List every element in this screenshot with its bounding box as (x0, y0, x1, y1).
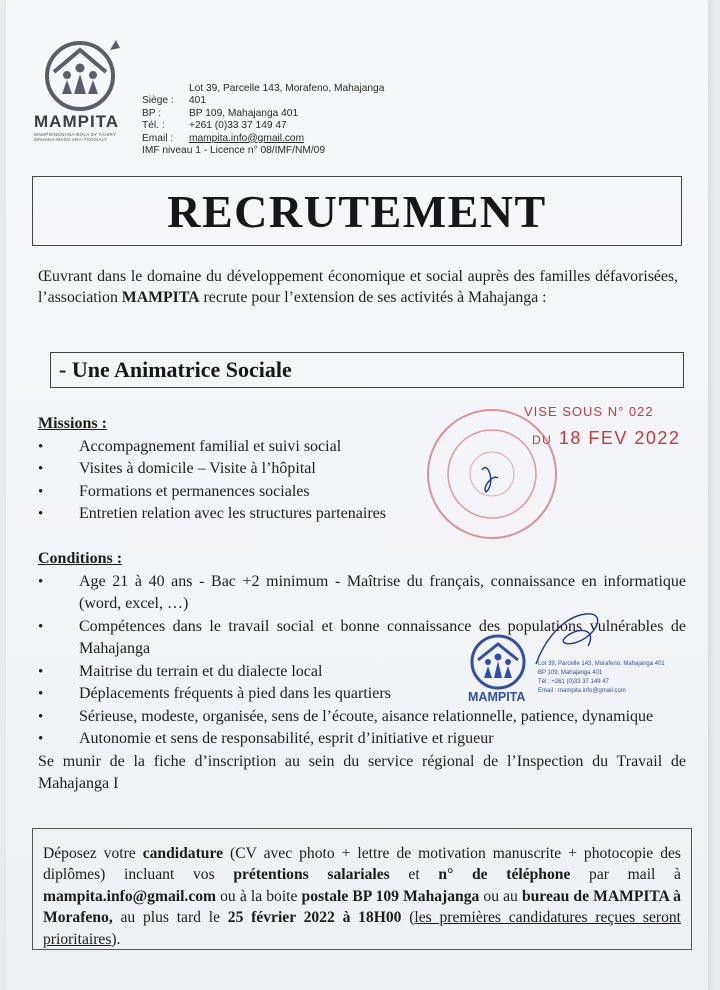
official-seal-stamp (422, 404, 562, 544)
stamp-org-name: MAMPITA (468, 690, 526, 704)
address-label: BP : (142, 107, 162, 119)
list-item: • Autonomie et sens de responsabilité, esprit d’initiative et rigueur (38, 728, 686, 751)
instruction-text: et (389, 866, 439, 884)
address-label (142, 83, 189, 95)
list-item: • Compétences dans le travail social et bonne connaissance des populations vulnérables de Mahajanga (38, 616, 686, 661)
deadline-text: 25 février 2022 à 18H00 (227, 909, 402, 927)
family-house-logo-icon (36, 30, 132, 114)
conditions-title: Conditions : (38, 550, 123, 567)
address-value: +261 (0)33 37 149 47 (189, 120, 287, 132)
stamp-line: Lot 39, Parcelle 143, Morafeno, Mahajanga 401 (538, 661, 665, 667)
address-value: BP 109, Mahajanga 401 (189, 107, 299, 119)
address-row (142, 108, 384, 120)
email-link[interactable]: mampita.info@gmail.com (43, 887, 217, 905)
instruction-text: (CV avec photo + lettre de motivation manuscrite + photocopie des diplômes) incluant vos (43, 845, 681, 884)
missions-list (38, 436, 686, 526)
instruction-text: ou au (479, 887, 522, 905)
address-row (142, 120, 384, 132)
stamp-line: Email : mampita.info@gmail.com (538, 688, 626, 694)
visa-date-prefix: DU (532, 433, 553, 447)
address-value: 401 (189, 95, 206, 107)
logo-tagline: MAMPIONONANA-BOLA SY TAHIRY MAHAKA-MASO ARA-TSOSIALY (34, 132, 117, 142)
instruction-text: Déposez votre (43, 845, 143, 862)
document-page (6, 0, 708, 990)
license-line: IMF niveau 1 - Licence n° 08/IMF/NM/09 (142, 145, 325, 157)
address-label: Siège : (142, 95, 174, 107)
instruction-bold: bureau de MAMPITA à Morafeno, (43, 887, 681, 927)
instruction-bold: prétentions salariales (233, 866, 390, 884)
handwritten-signature (526, 606, 616, 676)
address-label: Tél. : (142, 120, 165, 132)
list-item: • Accompagnement familial et suivi social (38, 436, 686, 459)
address-block (142, 83, 384, 157)
visa-stamp-text: VISE SOUS N° 022 (524, 404, 654, 419)
intro-text: recrute pour l’extension de ses activités à Mahajanga : (199, 289, 547, 306)
intro-text: Œuvrant dans le domaine du développement économique et social auprès des familles défavorisées, l’association (38, 268, 678, 306)
list-item: • Age 21 à 40 ans - Bac +2 minimum - Maîtrise du français, connaissance en informatique (word, excel, …) (38, 571, 686, 616)
priority-note: les premières candidatures reçues seront prioritaires (43, 909, 682, 948)
stamp-line: Tél : +261 (0)33 37 149 47 (538, 679, 609, 685)
intro-paragraph (38, 266, 678, 308)
missions-title: Missions : (38, 415, 107, 432)
logo-wordmark: MAMPITA (34, 112, 120, 131)
instruction-bold: n° de téléphone (438, 866, 571, 884)
address-row (142, 83, 384, 95)
list-item: • Visites à domicile – Visite à l’hôpital (38, 458, 686, 481)
list-item: • Formations et permanences sociales (38, 481, 686, 504)
email-link[interactable]: mampita.info@gmail.com (189, 132, 305, 144)
instruction-text: au plus tard le (112, 909, 228, 927)
list-item: • Sérieuse, modeste, organisée, sens de l’écoute, aisance relationnelle, patience, dynamique (38, 706, 686, 729)
instruction-text: ou à la boite (216, 887, 302, 905)
intro-org-name: MAMPITA (121, 289, 200, 306)
stamp-line: BP 109, Mahajanga 401 (538, 670, 603, 676)
address-label: Email : (142, 132, 174, 144)
address-row (142, 95, 384, 107)
instruction-text: ( (401, 909, 415, 927)
application-instructions (32, 828, 692, 950)
list-item: • Déplacements fréquents à pied dans les quartiers (38, 683, 686, 706)
instruction-text: ). (111, 930, 121, 948)
title-box (32, 176, 682, 246)
list-item: • Maitrise du terrain et du dialecte local (38, 661, 686, 684)
instruction-text: par mail à (570, 866, 681, 884)
visa-date-value: 18 FEV 2022 (558, 428, 681, 448)
position-title: - Une Animatrice Sociale (59, 357, 292, 382)
visa-stamp-date (532, 428, 680, 449)
page-title: RECRUTEMENT (167, 185, 547, 237)
instruction-bold: postale BP 109 Mahajanga (301, 887, 480, 905)
instruction-bold: candidature (142, 845, 224, 862)
registration-note: Se munir de la fiche d’inscription au sein du service régional de l’Inspection du Travail de Mahajanga I (38, 752, 686, 792)
position-box (50, 352, 684, 388)
organization-logo (34, 30, 138, 142)
address-value: Lot 39, Parcelle 143, Morafeno, Mahajanga (189, 83, 385, 94)
address-row (142, 133, 384, 145)
list-item: • Entretien relation avec les structures partenaires (38, 503, 686, 526)
